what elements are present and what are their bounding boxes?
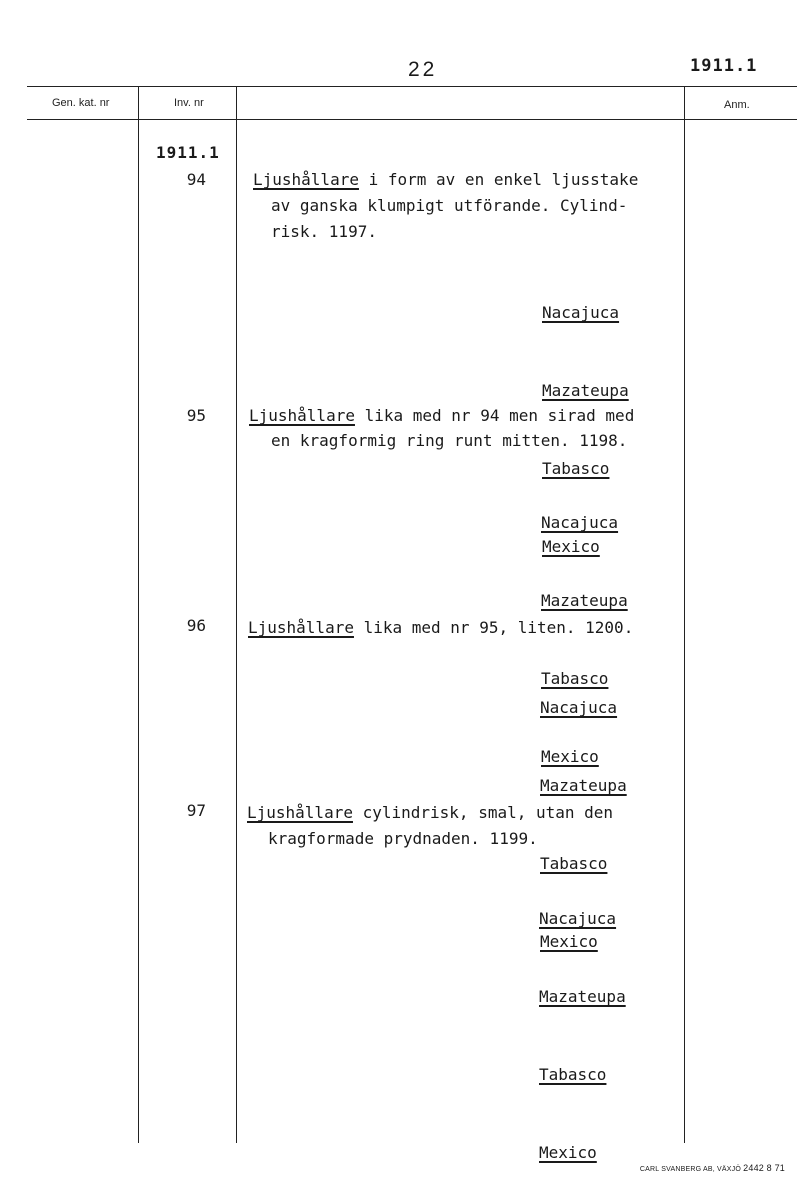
location-item: Mazateupa	[540, 776, 627, 795]
location-item: Mexico	[540, 932, 598, 951]
entry-title: Ljushållare	[248, 618, 354, 637]
entry-text-line: av ganska klumpigt utförande. Cylind-	[271, 196, 628, 215]
column-divider-anm	[684, 86, 685, 1143]
header-bottom-rule	[27, 119, 797, 120]
location-item: Nacajuca	[542, 303, 620, 322]
entry-title: Ljushållare	[249, 406, 355, 425]
location-item: Mexico	[539, 1143, 597, 1162]
catalog-reference: 1911.1	[690, 56, 758, 76]
entry-title: Ljushållare	[247, 803, 353, 822]
location-item: Mexico	[541, 747, 599, 766]
printer-name: CARL SVANBERG AB, VÄXJÖ	[639, 1166, 741, 1173]
entry-text-line: i form av en enkel ljusstake	[358, 170, 639, 189]
printer-mark	[640, 1163, 785, 1173]
column-header-anm: Anm.	[724, 99, 750, 111]
location-item: Tabasco	[542, 459, 610, 478]
location-item: Tabasco	[541, 669, 609, 688]
column-header-inv-nr: Inv. nr	[174, 97, 204, 109]
form-code: 2442 8 71	[743, 1163, 785, 1173]
column-divider-inv	[236, 86, 237, 1143]
column-divider-gen	[138, 86, 139, 1143]
entry-text-line: risk. 1197.	[271, 222, 377, 241]
entry-description	[253, 170, 638, 189]
entry-text-line: kragformade prydnaden. 1199.	[268, 829, 538, 848]
inv-number: 94	[186, 170, 206, 189]
location-item: Mazateupa	[541, 591, 628, 610]
inv-number: 96	[186, 616, 206, 635]
collection-year: 1911.1	[156, 143, 220, 162]
header-top-rule	[27, 86, 797, 87]
location-item: Tabasco	[540, 854, 608, 873]
entry-text-line: lika med nr 95, liten. 1200.	[353, 618, 634, 637]
location-item: Mazateupa	[542, 381, 629, 400]
inv-number: 95	[186, 406, 206, 425]
entry-description	[247, 803, 613, 822]
column-header-gen-kat-nr: Gen. kat. nr	[52, 97, 110, 109]
location-item: Nacajuca	[539, 909, 617, 928]
inv-number: 97	[186, 801, 206, 820]
entry-description	[249, 406, 634, 425]
location-item: Tabasco	[539, 1065, 607, 1084]
entry-text-line: cylindrisk, smal, utan den	[352, 803, 614, 822]
location-item: Mazateupa	[539, 987, 626, 1006]
entry-description	[248, 618, 633, 637]
entry-text-line: en kragformig ring runt mitten. 1198.	[271, 431, 628, 450]
location-list	[539, 854, 626, 1192]
location-item: Mexico	[542, 537, 600, 556]
location-item: Nacajuca	[540, 698, 618, 717]
page-number: 22	[408, 58, 438, 81]
location-item: Nacajuca	[541, 513, 619, 532]
entry-title: Ljushållare	[253, 170, 359, 189]
entry-text-line: lika med nr 94 men sirad med	[354, 406, 635, 425]
